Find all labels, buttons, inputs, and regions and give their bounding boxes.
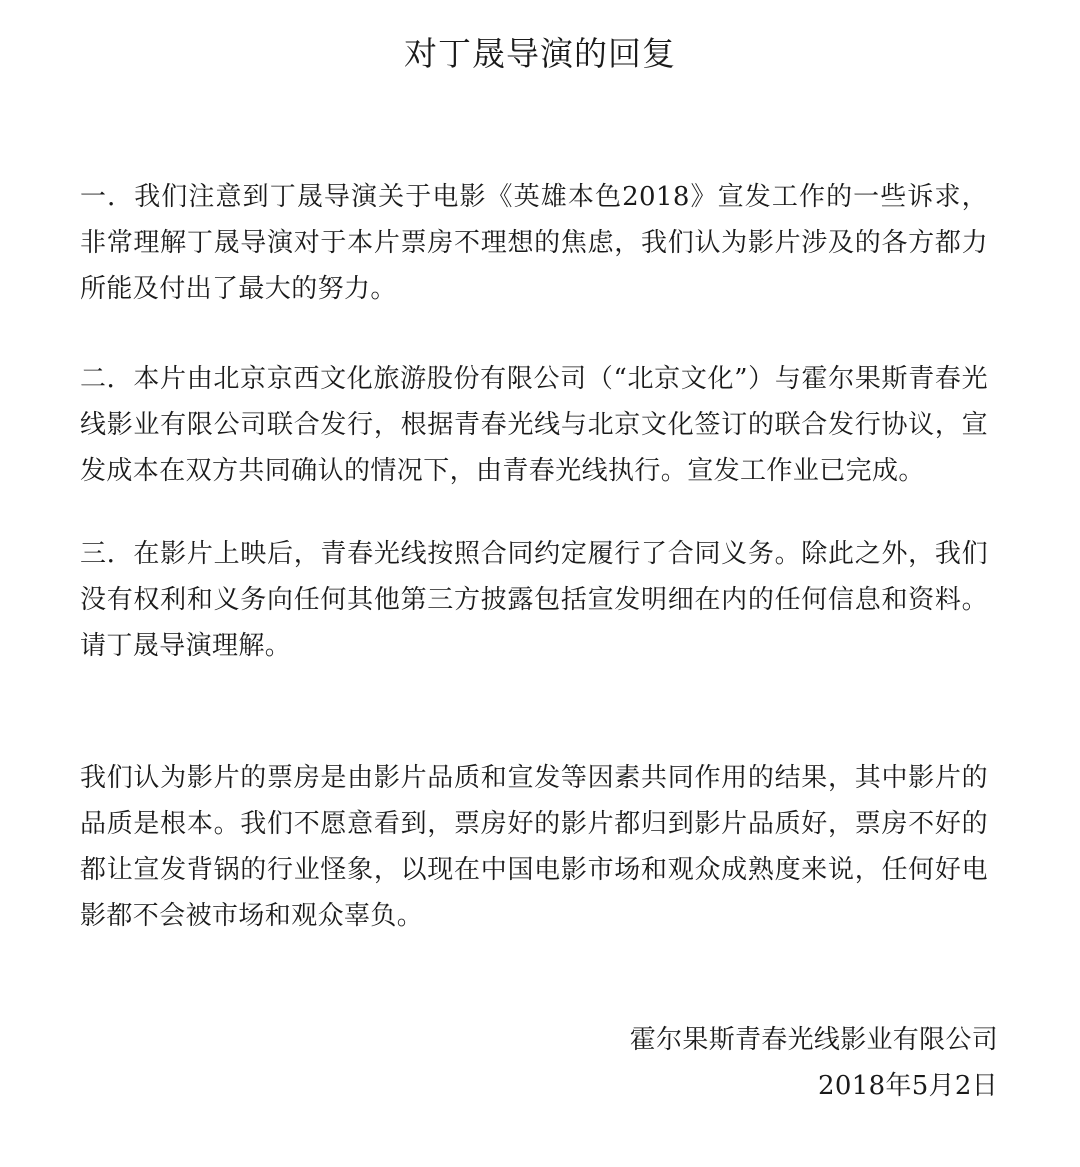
document-title: 对丁晟导演的回复: [404, 34, 676, 73]
paragraph-conclusion: 我们认为影片的票房是由影片品质和宣发等因素共同作用的结果，其中影片的品质是根本。我们不愿意看到，票房好的影片都归到影片品质好，票房不好的都让宣发背锅的行业怪象，以现在中国电影市场和观众成熟度来说，任何好电影都不会被市场和观众辜负。: [80, 763, 988, 931]
signature-date: 2018年5月2日: [818, 1071, 998, 1101]
paragraph-two: 二．本片由北京京西文化旅游股份有限公司（“北京文化”）与霍尔果斯青春光线影业有限公司联合发行，根据青春光线与北京文化签订的联合发行协议，宣发成本在双方共同确认的情况下，由青春光线执行。宣发工作业已完成。: [80, 364, 988, 486]
signature-company: 霍尔果斯青春光线影业有限公司: [629, 1025, 998, 1055]
paragraph-three: 三．在影片上映后，青春光线按照合同约定履行了合同义务。除此之外，我们没有权利和义务向任何其他第三方披露包括宣发明细在内的任何信息和资料。请丁晟导演理解。: [80, 539, 988, 661]
paragraph-one: 一．我们注意到丁晟导演关于电影《英雄本色2018》宣发工作的一些诉求，非常理解丁晟导演对于本片票房不理想的焦虑，我们认为影片涉及的各方都力所能及付出了最大的努力。: [80, 182, 988, 304]
